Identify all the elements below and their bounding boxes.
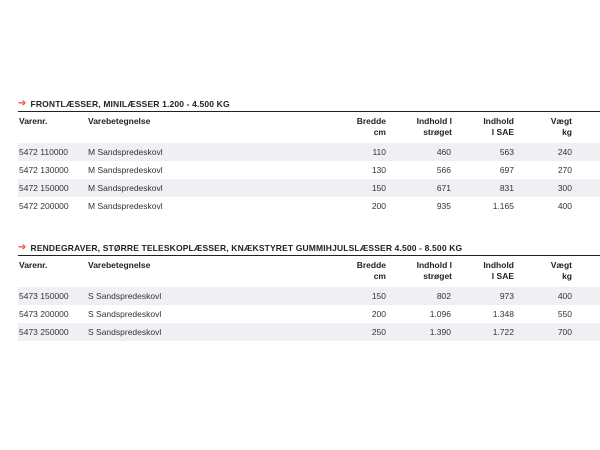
- cell-varenr: 5472 200000: [19, 201, 69, 211]
- cell-indhold-sae: 563: [499, 147, 514, 157]
- col-header-strog-line2: strøget: [423, 127, 452, 137]
- col-header-vaegt: [551, 260, 572, 282]
- col-header-varebetegnelse: Varebetegnelse: [88, 260, 151, 270]
- col-header-bredde-line1: Bredde: [356, 260, 386, 270]
- cell-indhold-strog: 802: [436, 291, 451, 301]
- col-header-indhold-sae: [483, 116, 514, 138]
- cell-bredde: 200: [371, 309, 386, 319]
- col-header-strog-line2: strøget: [423, 271, 452, 281]
- col-header-vaegt: [551, 116, 572, 138]
- table-section-frontlaesser: [18, 97, 600, 215]
- col-header-sae-line2: l SAE: [491, 127, 514, 137]
- cell-indhold-sae: 831: [499, 183, 514, 193]
- col-header-bredde-line1: Bredde: [356, 116, 386, 126]
- cell-bredde: 110: [372, 147, 386, 157]
- cell-varebetegnelse: S Sandspredeskovl: [88, 291, 162, 301]
- table-row: [18, 197, 600, 215]
- table-row: [18, 179, 600, 197]
- cell-vaegt: 240: [557, 147, 572, 157]
- col-header-sae-line1: Indhold: [483, 260, 514, 270]
- col-header-indhold-strog: [417, 260, 452, 282]
- col-header-sae-line1: Indhold: [483, 116, 514, 126]
- arrow-right-icon: ➔: [18, 97, 27, 109]
- col-header-varenr: Varenr.: [19, 116, 48, 126]
- col-header-varebetegnelse: Varebetegnelse: [88, 116, 151, 126]
- cell-indhold-sae: 973: [499, 291, 514, 301]
- col-header-strog-line1: Indhold l: [416, 260, 452, 270]
- col-header-indhold-sae: [483, 260, 514, 282]
- cell-vaegt: 300: [557, 183, 572, 193]
- cell-indhold-strog: 1.096: [429, 309, 451, 319]
- cell-varenr: 5472 150000: [19, 183, 69, 193]
- table-row: [18, 287, 600, 305]
- cell-bredde: 150: [371, 183, 386, 193]
- cell-varenr: 5473 200000: [19, 309, 69, 319]
- section-heading-text: RENDEGRAVER, STØRRE TELESKOPLÆSSER, KNÆKSTYRET GUMMIHJULSLÆSSER 4.500 - 8.500 KG: [30, 242, 463, 253]
- cell-vaegt: 400: [557, 201, 572, 211]
- col-header-indhold-strog: [417, 116, 452, 138]
- section-heading-text: FRONTLÆSSER, MINILÆSSER 1.200 - 4.500 KG: [30, 98, 230, 109]
- cell-indhold-sae: 1.348: [492, 309, 514, 319]
- table-section-rendegraver: [18, 241, 600, 341]
- table-row: [18, 143, 600, 161]
- cell-vaegt: 550: [557, 309, 572, 319]
- cell-varenr: 5473 150000: [19, 291, 69, 301]
- cell-bredde: 200: [371, 201, 386, 211]
- col-header-vaegt-line2: kg: [562, 127, 572, 137]
- col-header-bredde: [357, 260, 386, 282]
- col-header-bredde: [357, 116, 386, 138]
- cell-indhold-sae: 697: [499, 165, 514, 175]
- cell-bredde: 130: [371, 165, 386, 175]
- cell-indhold-strog: 460: [436, 147, 451, 157]
- cell-vaegt: 700: [557, 327, 572, 337]
- cell-varebetegnelse: S Sandspredeskovl: [88, 309, 162, 319]
- cell-vaegt: 400: [557, 291, 572, 301]
- cell-indhold-sae: 1.722: [492, 327, 514, 337]
- cell-indhold-sae: 1.165: [492, 201, 514, 211]
- cell-indhold-strog: 935: [436, 201, 451, 211]
- col-header-vaegt-line1: Vægt: [550, 260, 572, 270]
- cell-vaegt: 270: [557, 165, 572, 175]
- cell-varebetegnelse: M Sandspredeskovl: [88, 165, 163, 175]
- table-row: [18, 305, 600, 323]
- cell-varenr: 5473 250000: [19, 327, 69, 337]
- col-header-vaegt-line1: Vægt: [550, 116, 572, 126]
- col-header-vaegt-line2: kg: [562, 271, 572, 281]
- section-heading: [18, 97, 600, 110]
- arrow-right-icon: ➔: [18, 241, 27, 253]
- table-header: [18, 256, 600, 287]
- section-heading: [18, 241, 600, 254]
- cell-varebetegnelse: S Sandspredeskovl: [88, 327, 162, 337]
- col-header-varenr: Varenr.: [19, 260, 48, 270]
- col-header-bredde-line2: cm: [373, 127, 386, 137]
- col-header-sae-line2: l SAE: [491, 271, 514, 281]
- cell-varebetegnelse: M Sandspredeskovl: [88, 201, 163, 211]
- table-header: [18, 112, 600, 143]
- table-row: [18, 323, 600, 341]
- cell-bredde: 250: [371, 327, 386, 337]
- cell-indhold-strog: 671: [436, 183, 451, 193]
- col-header-bredde-line2: cm: [373, 271, 386, 281]
- col-header-strog-line1: Indhold l: [416, 116, 452, 126]
- cell-varenr: 5472 110000: [19, 147, 69, 157]
- table-row: [18, 161, 600, 179]
- cell-varenr: 5472 130000: [19, 165, 69, 175]
- cell-varebetegnelse: M Sandspredeskovl: [88, 147, 163, 157]
- cell-indhold-strog: 566: [436, 165, 451, 175]
- cell-bredde: 150: [371, 291, 386, 301]
- cell-indhold-strog: 1.390: [429, 327, 451, 337]
- cell-varebetegnelse: M Sandspredeskovl: [88, 183, 163, 193]
